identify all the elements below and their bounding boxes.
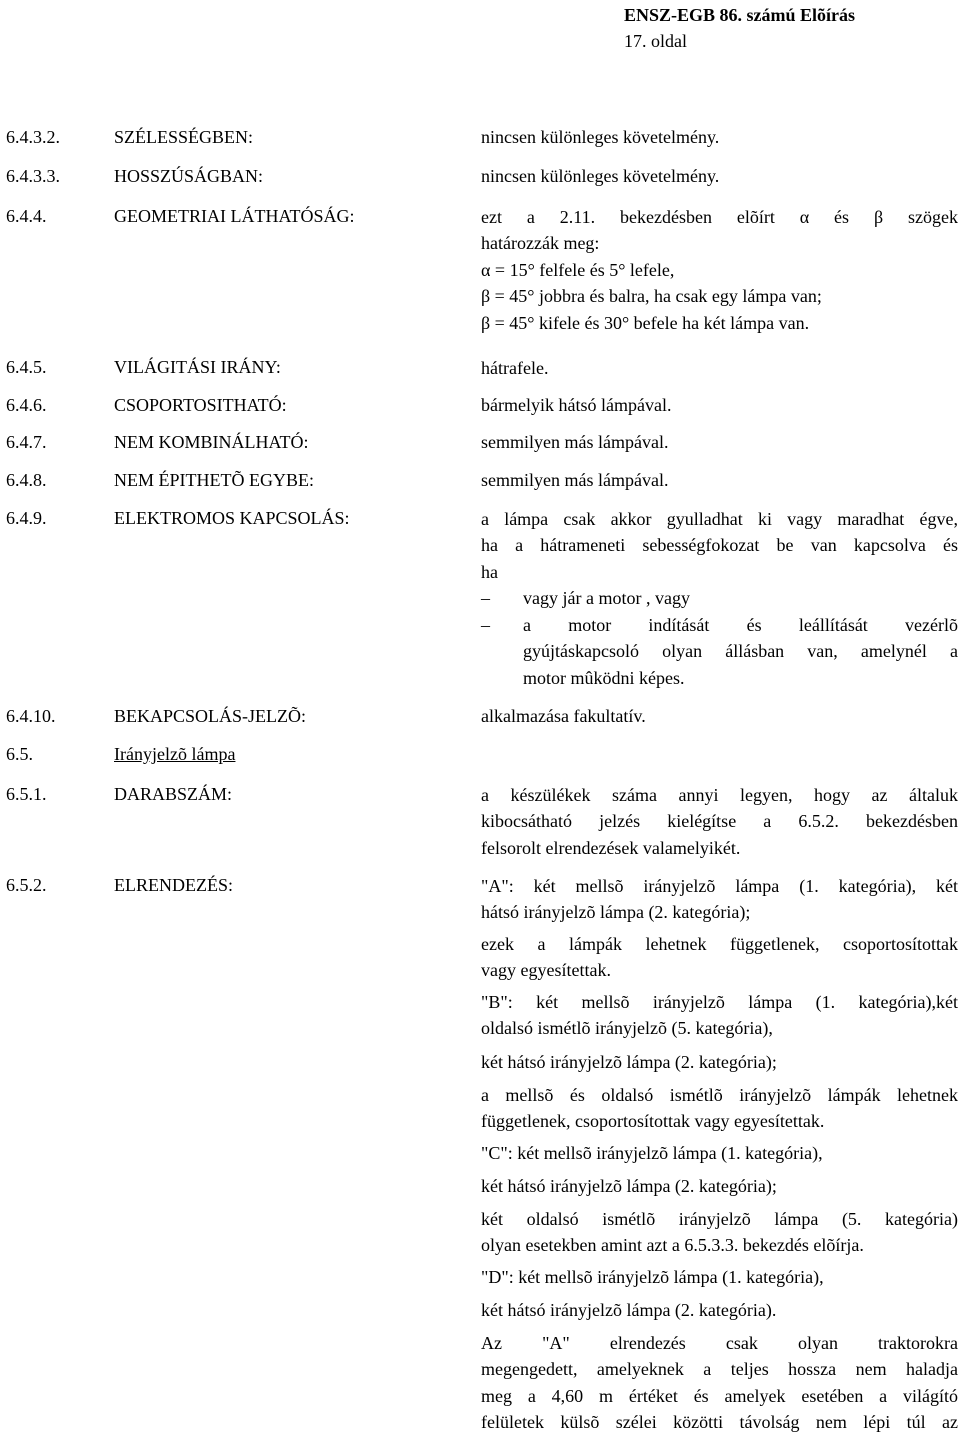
- text-line: α = 15° felfele és 5° lefele,: [481, 259, 675, 280]
- text-line: a mellsõ és oldalsó ismétlõ irányjelzõ lámpák lehetnek: [481, 1085, 958, 1105]
- text-line: hátsó irányjelzõ lámpa (2. kategória);: [481, 902, 751, 923]
- section-text: semmilyen más lámpával.: [481, 432, 669, 452]
- paragraph: [481, 1140, 958, 1166]
- text-line: a készülékek száma annyi legyen, hogy az általuk: [481, 785, 958, 805]
- section-text: nincsen különleges követelmény.: [481, 166, 720, 186]
- text-line: két oldalsó ismétlõ irányjelzõ lámpa (5. kategória): [481, 1209, 958, 1229]
- text-line: kibocsátható jelzés kielégítse a 6.5.2. bekezdésben: [481, 811, 958, 832]
- section-number: 6.4.5.: [6, 357, 47, 377]
- dash-bullet-icon: –: [481, 615, 490, 635]
- dash-bullet-icon: –: [481, 588, 490, 608]
- section-text: nincsen különleges követelmény.: [481, 127, 720, 147]
- text-line: határozzák meg:: [481, 233, 600, 254]
- section-text: semmilyen más lámpával.: [481, 470, 669, 490]
- text-line: függetlenek, csoportosítottak vagy egyesítettak.: [481, 1111, 825, 1132]
- text-line: két hátsó irányjelzõ lámpa (2. kategória);: [481, 1176, 777, 1196]
- paragraph: [481, 1049, 958, 1075]
- text-line: "B": két mellsõ irányjelzõ lámpa (1. kategória),két: [481, 992, 958, 1012]
- section-label: NEM KOMBINÁLHATÓ:: [114, 432, 309, 452]
- section-text: [481, 506, 958, 585]
- text-line: két hátsó irányjelzõ lámpa (2. kategória).: [481, 1300, 777, 1320]
- page-number: 17. oldal: [624, 31, 687, 51]
- section-label: HOSSZÚSÁGBAN:: [114, 166, 264, 186]
- text-line: a lámpa csak akkor gyulladhat ki vagy maradhat égve,: [481, 509, 958, 529]
- paragraph: [481, 1082, 958, 1135]
- text-line: két hátsó irányjelzõ lámpa (2. kategória);: [481, 1052, 777, 1072]
- text-line: megengedett, amelyeknek a teljes hossza nem haladja: [481, 1359, 958, 1380]
- section-text: [481, 204, 958, 336]
- text-line: motor mûködni képes.: [523, 667, 685, 688]
- section-number: 6.4.4.: [6, 206, 47, 226]
- section-number: 6.4.6.: [6, 395, 47, 415]
- bullet-text: [523, 585, 958, 611]
- section-number: 6.5.2.: [6, 875, 47, 895]
- text-line: "D": két mellsõ irányjelzõ lámpa (1. kategória),: [481, 1267, 824, 1287]
- text-line: felületek külsõ szélei közötti távolság nem lépi túl az: [481, 1412, 958, 1433]
- section-heading-text: Irányjelzõ lámpa: [114, 744, 236, 764]
- bullet-text: [523, 612, 958, 691]
- paragraph: [481, 1264, 958, 1290]
- text-line: β = 45° kifele és 30° befele ha két lámpa van.: [481, 312, 810, 333]
- text-line: ezek a lámpák lehetnek függetlenek, csoportosítottak: [481, 934, 958, 954]
- section-label: SZÉLESSÉGBEN:: [114, 127, 254, 147]
- text-line: "C": két mellsõ irányjelzõ lámpa (1. kategória),: [481, 1143, 823, 1163]
- text-line: ezt a 2.11. bekezdésben elõírt α és β szögek: [481, 207, 958, 227]
- section-label: VILÁGITÁSI IRÁNY:: [114, 357, 281, 377]
- section-label: GEOMETRIAI LÁTHATÓSÁG:: [114, 206, 355, 226]
- section-number: 6.4.3.3.: [6, 166, 60, 186]
- paragraph: [481, 1330, 958, 1436]
- text-line: Az "A" elrendezés csak olyan traktorokra: [481, 1333, 958, 1353]
- paragraph: [481, 1206, 958, 1259]
- paragraph: [481, 989, 958, 1042]
- section-text: bármelyik hátsó lámpával.: [481, 395, 672, 415]
- section-heading: [114, 744, 235, 765]
- paragraph: [481, 1173, 958, 1199]
- section-text: [481, 782, 958, 861]
- text-line: ha a hátrameneti sebességfokozat be van kapcsolva és: [481, 535, 958, 556]
- text-line: vagy jár a motor , vagy: [523, 588, 690, 608]
- section-label: NEM ÉPITHETÕ EGYBE:: [114, 470, 314, 490]
- section-number: 6.5.: [6, 744, 33, 764]
- text-line: oldalsó ismétlõ irányjelzõ (5. kategória),: [481, 1018, 773, 1039]
- section-label: ELEKTROMOS KAPCSOLÁS:: [114, 508, 350, 528]
- paragraph: [481, 1297, 958, 1323]
- paragraph: [481, 931, 958, 984]
- document-title: ENSZ-EGB 86. számú Elõírás: [624, 5, 856, 25]
- text-line: meg a 4,60 m értéket és amelyek esetében a világító: [481, 1385, 958, 1406]
- section-text: alkalmazása fakultatív.: [481, 706, 646, 726]
- section-number: 6.4.8.: [6, 470, 47, 490]
- text-line: a motor indítását és leállítását vezérlõ: [523, 615, 958, 635]
- text-line: felsorolt elrendezések valamelyikét.: [481, 837, 741, 858]
- section-number: 6.4.3.2.: [6, 127, 60, 147]
- text-line: gyújtáskapcsoló olyan állásban van, amelynél a: [523, 641, 958, 662]
- section-number: 6.4.9.: [6, 508, 47, 528]
- text-line: ha: [481, 561, 498, 582]
- section-label: CSOPORTOSITHATÓ:: [114, 395, 287, 415]
- section-number: 6.4.7.: [6, 432, 47, 452]
- text-line: β = 45° jobbra és balra, ha csak egy lámpa van;: [481, 286, 822, 307]
- text-line: olyan esetekben amint azt a 6.5.3.3. bekezdés elõírja.: [481, 1235, 864, 1256]
- section-label: DARABSZÁM:: [114, 784, 233, 804]
- section-number: 6.4.10.: [6, 706, 56, 726]
- text-line: vagy egyesítettak.: [481, 960, 611, 981]
- text-line: "A": két mellsõ irányjelzõ lámpa (1. kategória), két: [481, 876, 958, 896]
- page-header: [624, 2, 855, 54]
- section-label: BEKAPCSOLÁS-JELZÕ:: [114, 706, 307, 726]
- section-label: ELRENDEZÉS:: [114, 875, 233, 895]
- section-text: hátrafele.: [481, 358, 549, 378]
- paragraph: [481, 873, 958, 926]
- section-number: 6.5.1.: [6, 784, 47, 804]
